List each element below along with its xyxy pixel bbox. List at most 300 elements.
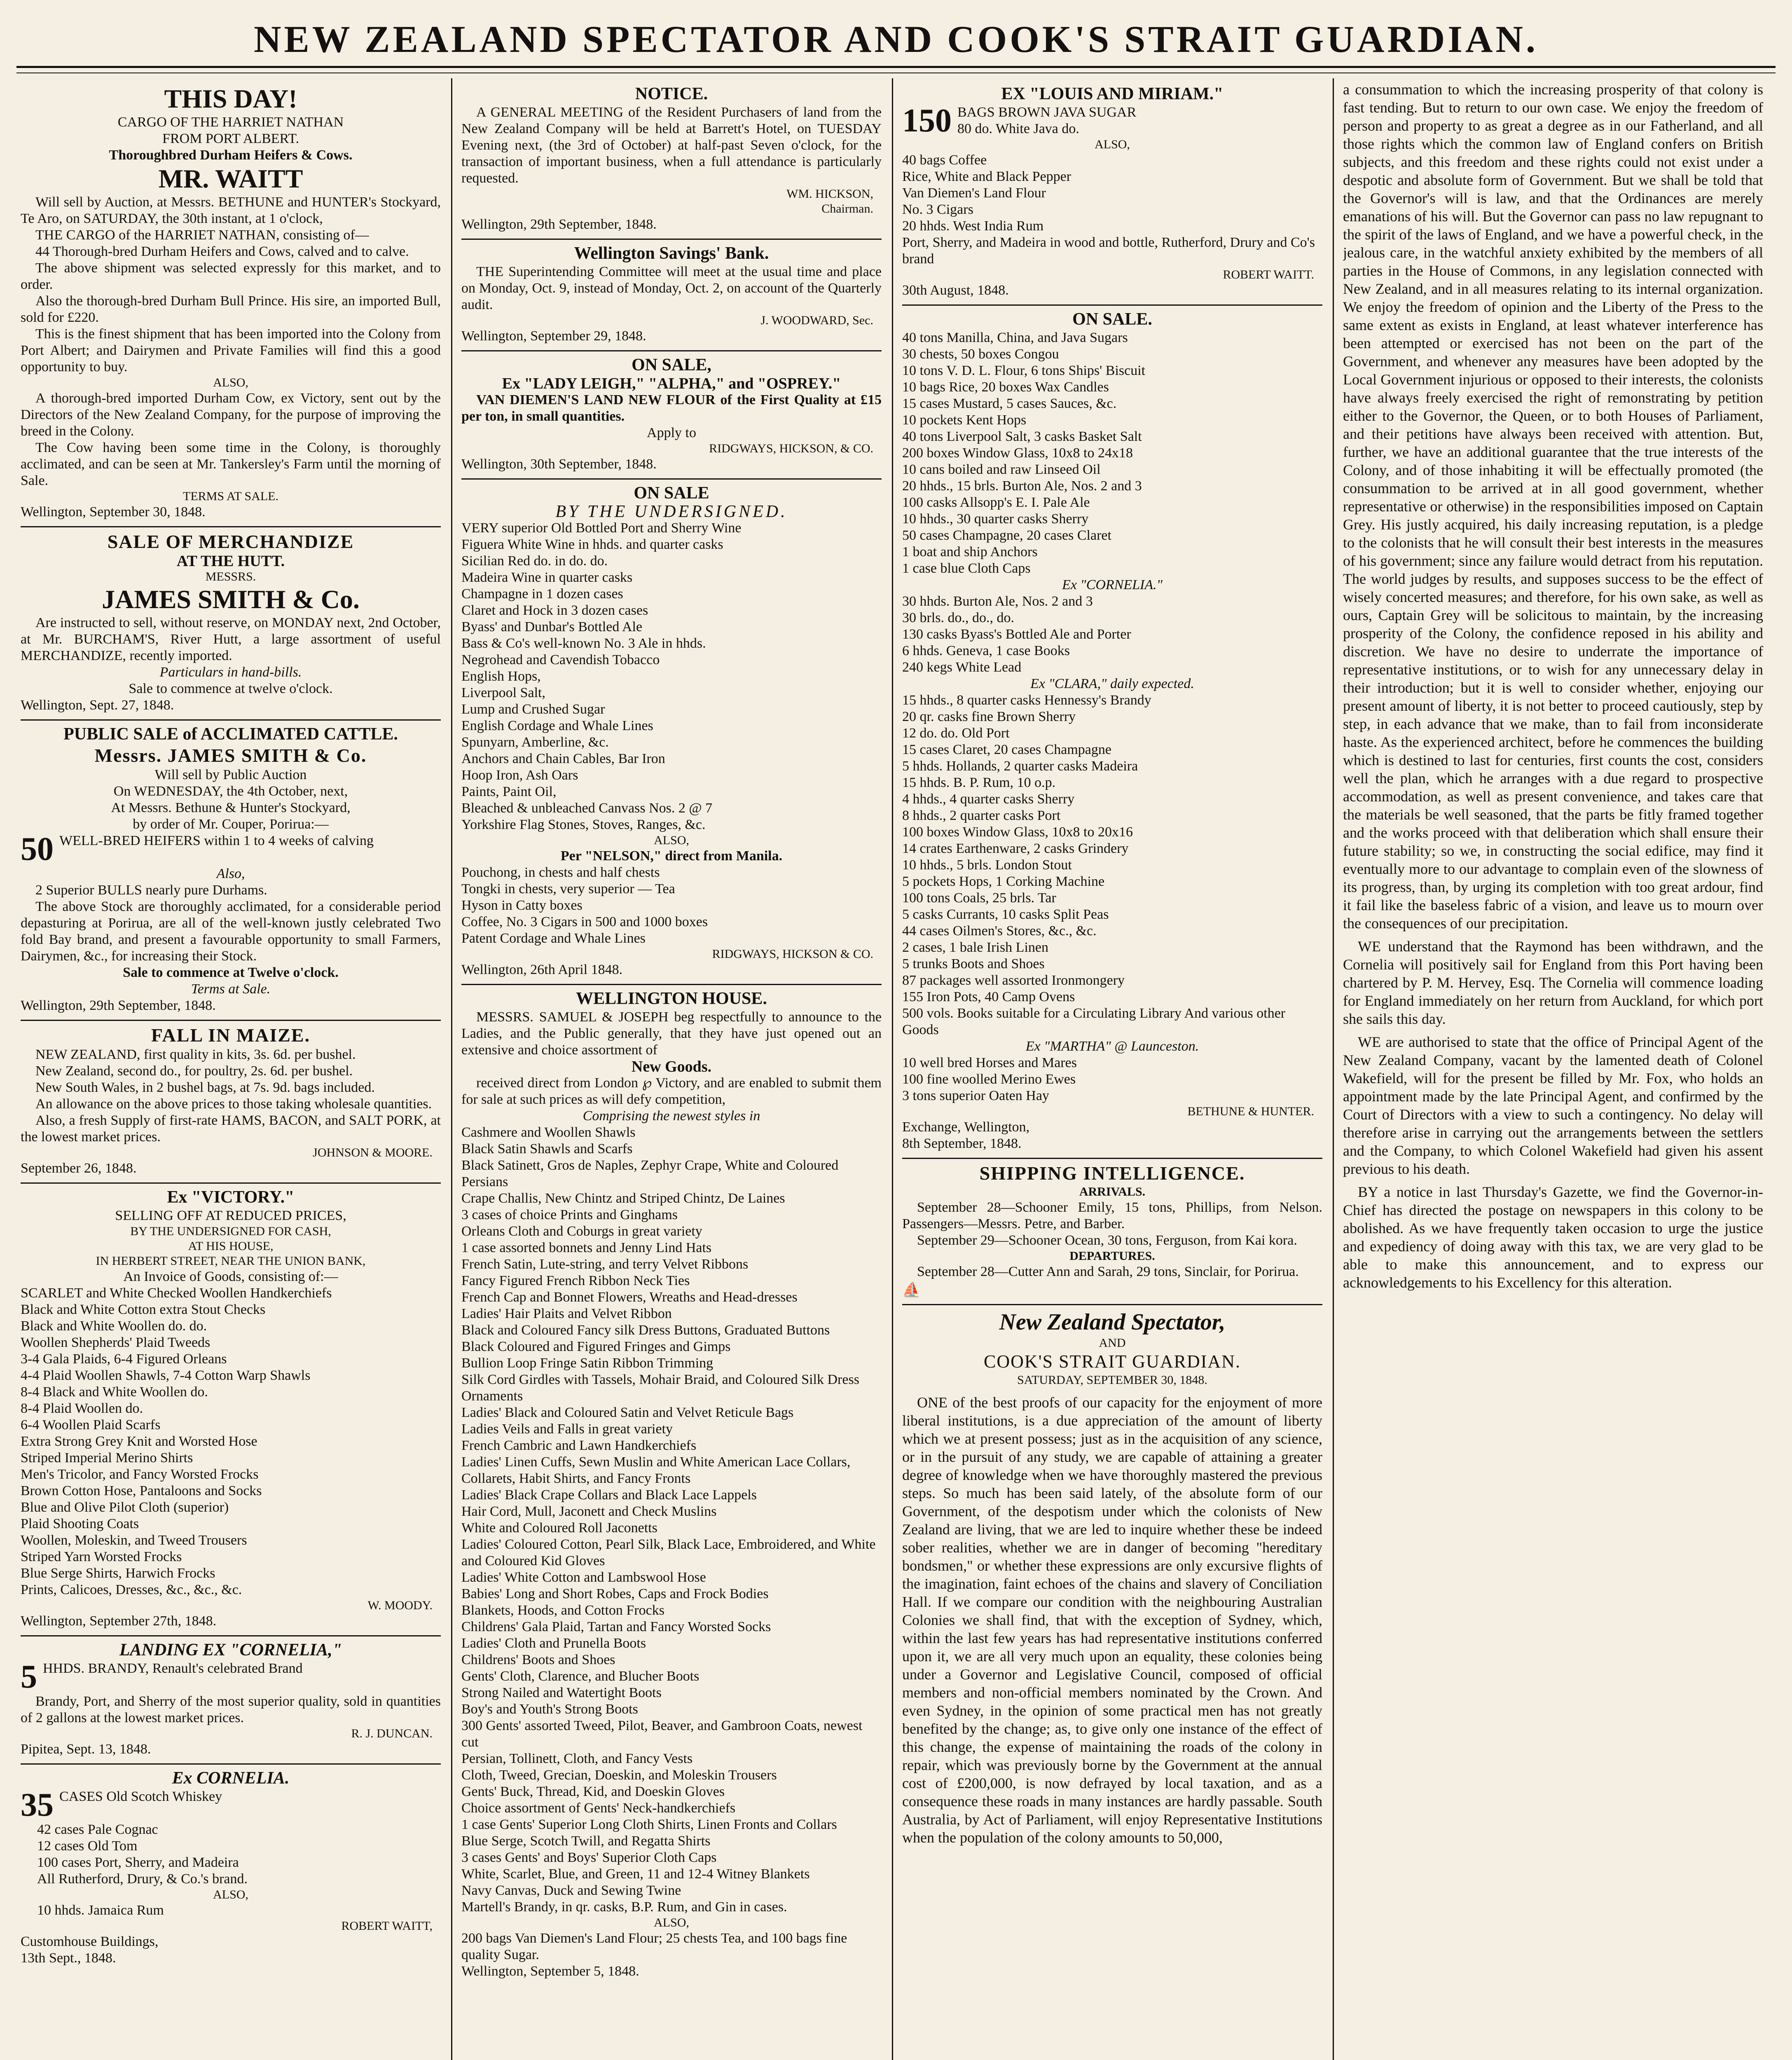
list-item: 15 cases Claret, 20 cases Champagne [902,742,1111,757]
list-item: Tongki in chests, very superior — Tea [461,881,675,897]
goods-list [461,520,882,833]
ad-line: Exchange, Wellington, [902,1119,1030,1135]
list-item: Strong Nailed and Watertight Boots [461,1685,662,1700]
ad-subtitle: New Goods. [631,1058,712,1075]
ad-line: Apply to [647,425,696,440]
auctioneer-name: Messrs. JAMES SMITH & Co. [94,745,367,766]
list-item: 40 bags Coffee [902,152,987,168]
ad-line: MESSRS. [205,570,256,583]
list-item: Black Satin Shawls and Scarfs [461,1141,633,1156]
ad-title: LANDING EX "CORNELIA," [119,1641,342,1660]
list-item: 200 boxes Window Glass, 10x8 to 24x18 [902,445,1133,461]
list-item: Ladies' Linen Cuffs, Sewn Muslin and White American Lace Collars, Collarets, Habit Shirts, and Fancy Fronts [461,1454,851,1486]
list-item: 3 tons superior Oaten Hay [902,1088,1049,1103]
list-item: Coffee, No. 3 Cigars in 500 and 1000 boxes [461,914,708,929]
ad-signature: ROBERT WAITT. [1223,268,1314,281]
ad-subtitle: Ex "CORNELIA." [1062,577,1163,592]
shipping-entry: September 29—Schooner Ocean, 30 tons, Ferguson, from Kai kora. [917,1233,1297,1248]
list-item: 87 packages well assorted Ironmongery [902,973,1125,988]
advert-on-sale [461,480,882,985]
list-item: 30 hhds. Burton Ale, Nos. 2 and 3 [902,594,1093,609]
list-item: Lump and Crushed Sugar [461,702,605,717]
advert-notice [461,80,882,240]
list-item: 8-4 Black and White Woollen do. [21,1384,208,1400]
list-item: Negrohead and Cavendish Tobacco [461,652,660,667]
news-paragraph-agent: WE are authorised to state that the office of Principal Agent of the New Zealand Company, vacant by the lamented death of Colonel Wakefield, will for the present be filled by Mr. Fox, who holds an appointment made by the late Principal Agent, and confirmed by the Court of Directors with a view to such a contingency. No delay will therefore arise in carrying out the arrangements between the settlers and the Company, to which Colonel Wakefield had given his assent previous to his death. [1343,1034,1763,1177]
list-item: Prints, Calicoes, Dresses, &c., &c., &c. [21,1582,242,1597]
goods-list [902,152,1322,267]
list-item: French Satin, Lute-string, and terry Velvet Ribbons [461,1257,749,1272]
list-item: 10 hhds., 5 brls. London Stout [902,857,1072,873]
ad-body: New South Wales, in 2 bushel bags, at 7s. 9d. bags included. [35,1080,375,1095]
ad-signature: ROBERT WAITT, [341,1919,433,1933]
list-item: Liverpool Salt, [461,685,545,700]
list-item: Rice, White and Black Pepper [902,169,1071,184]
list-item: 100 tons Coals, 25 brls. Tar [902,890,1056,906]
list-item: 14 crates Earthenware, 2 casks Grindery [902,841,1129,856]
list-item: Crape Challis, New Chintz and Striped Chintz, De Laines [461,1191,785,1206]
section-subtitle: ARRIVALS. [1079,1185,1146,1199]
column-4 [1343,80,1763,2060]
list-item: Striped Yarn Worsted Frocks [21,1549,182,1564]
list-item: Woollen, Moleskin, and Tweed Trousers [21,1533,247,1548]
ad-line: 200 bags Van Diemen's Land Flour; 25 chests Tea, and 100 bags fine quality Sugar. [461,1931,847,1962]
list-item: Bullion Loop Fringe Satin Ribbon Trimming [461,1355,714,1371]
ad-number: 150 [902,103,952,139]
list-item: VERY superior Old Bottled Port and Sherry Wine [461,520,742,536]
ad-terms: TERMS AT SALE. [183,489,278,503]
list-item: Yorkshire Flag Stones, Stoves, Ranges, &c. [461,817,706,832]
ad-also: ALSO, [213,376,248,389]
ad-line: FROM PORT ALBERT. [162,131,299,146]
ad-number: 50 [21,831,54,867]
advert-savings-bank [461,240,882,351]
paper-title: New Zealand Spectator, [999,1309,1226,1335]
masthead: NEW ZEALAND SPECTATOR AND COOK'S STRAIT GUARDIAN. [253,18,1538,60]
ad-line: CASES Old Scotch Whiskey [59,1789,222,1804]
ad-date: September 26, 1848. [21,1161,137,1176]
ad-signature: BETHUNE & HUNTER. [1187,1105,1314,1118]
list-item: 44 cases Oilmen's Stores, &c., &c. [902,923,1097,939]
ad-also: Also, [216,866,245,881]
list-item: Hyson in Catty boxes [461,898,583,913]
list-item: 3-4 Gala Plaids, 6-4 Figured Orleans [21,1351,227,1367]
news-paragraph [1343,937,1763,1028]
list-item: Black and White Woollen do. do. [21,1318,207,1334]
goods-list [902,593,1322,676]
list-item: Cloth, Tweed, Grecian, Doeskin, and Moleskin Trousers [461,1767,777,1783]
ad-line: BAGS BROWN JAVA SUGAR [957,105,1137,120]
ad-also: ALSO, [654,1916,689,1929]
list-item: 3 cases Gents' and Boys' Superior Cloth Caps [461,1850,717,1865]
list-item: French Cambric and Lawn Handkerchiefs [461,1438,697,1453]
ad-line: Comprising the newest styles in [583,1108,760,1124]
list-item: Extra Strong Grey Knit and Worsted Hose [21,1434,257,1449]
shipping-entry: September 28—Schooner Emily, 15 tons, Phillips, from Nelson. Passengers—Messrs. Petre, and Barber. [902,1200,1322,1231]
list-item: 1 boat and ship Anchors [902,544,1038,559]
list-item: Bleached & unbleached Canvass Nos. 2 @ 7 [461,801,713,816]
ad-line: Thoroughbred Durham Heifers & Cows. [109,147,353,163]
editorial [902,1305,1322,1855]
ad-date: Wellington, 30th September, 1848. [461,456,657,472]
ad-line: Per "NELSON," direct from Manila. [560,848,783,864]
advert-cornelia [21,1765,441,1972]
news-paragraph-postage: BY a notice in last Thursday's Gazette, we find the Governor-in-Chief has directed the postage on newspapers in this colony to be abolished. As we have frequently taken occasion to urge the justice and expediency of doing away with this tax, we are very glad to be able to make this announcement, and to express our acknowledgements to his Excellency for this alteration. [1343,1184,1763,1291]
ad-body: Are instructed to sell, without reserve, on MONDAY next, 2nd October, at Mr. BURCHAM'S, River Hutt, a large assortment of useful MERCHANDIZE, recently imported. [21,615,441,663]
list-item: 15 cases Mustard, 5 cases Sauces, &c. [902,396,1117,411]
section-subtitle: DEPARTURES. [1069,1249,1155,1263]
ad-title: Ex "VICTORY." [167,1188,295,1207]
list-item: Anchors and Chain Cables, Bar Iron [461,751,665,766]
ad-number: 35 [21,1787,54,1823]
list-item: 10 bags Rice, 20 boxes Wax Candles [902,379,1109,395]
list-item: 240 kegs White Lead [902,660,1022,675]
ad-body: This is the finest shipment that has been imported into the Colony from Port Albert; and Dairymen and Private Families will find this a good opportunity to buy. [21,326,441,375]
ad-body: An allowance on the above prices to those taking wholesale quantities. [35,1096,432,1112]
list-item: Blue Serge Shirts, Harwich Frocks [21,1566,215,1581]
paper-subtitle: COOK'S STRAIT GUARDIAN. [984,1351,1241,1372]
list-item: Babies' Long and Short Robes, Caps and Frock Bodies [461,1586,769,1601]
goods-list [461,864,882,947]
list-item: 5 trunks Boots and Shoes [902,956,1045,971]
ad-date: Wellington, 26th April 1848. [461,962,623,977]
list-item: Ladies' Black Crape Collars and Black Lace Lappels [461,1487,757,1503]
list-item: Ladies' Coloured Cotton, Pearl Silk, Black Lace, Embroidered, and White and Coloured Kid Gloves [461,1537,876,1568]
goods-list [902,1055,1322,1104]
ad-also: ALSO, [213,1888,248,1901]
ad-date: Wellington, September 27th, 1848. [21,1613,217,1629]
news-paragraph [1343,1183,1763,1292]
list-item: Cashmere and Woollen Shawls [461,1125,636,1140]
list-item: 20 hhds. West India Rum [902,218,1044,234]
list-item: SCARLET and White Checked Woollen Handkerchiefs [21,1285,332,1301]
ad-signature: R. J. DUNCAN. [351,1727,433,1740]
list-item: Ladies' Black and Coloured Satin and Velvet Reticule Bags [461,1405,794,1420]
list-item: Gents' Cloth, Clarence, and Blucher Boots [461,1669,699,1684]
list-item: Brown Cotton Hose, Pantaloons and Socks [21,1483,262,1498]
list-item: 1 case Gents' Superior Long Cloth Shirts, Linen Fronts and Collars [461,1817,837,1832]
list-item: Byass' and Dunbar's Bottled Ale [461,619,643,634]
list-item: 500 vols. Books suitable for a Circulating Library And various other Goods [902,1006,1286,1037]
list-item: Van Diemen's Land Flour [902,185,1046,201]
list-item: Champagne in 1 dozen cases [461,586,623,602]
goods-list [21,1285,441,1598]
list-item: 50 cases Champagne, 20 cases Claret [902,528,1111,543]
ad-date: 8th September, 1848. [902,1136,1022,1151]
ad-numbered-line [21,1660,441,1693]
ad-date: Wellington, September 29, 1848. [461,328,646,344]
news-paragraph-raymond: WE understand that the Raymond has been withdrawn, and the Cornelia will positively sail for England from this Port having been chartered by P. M. Hervey, Esq. The Cornelia will commence loading for England immediately on her return from Auckland, for which port she sails this day. [1343,938,1763,1027]
ad-line: All Rutherford, Drury, & Co.'s brand. [37,1871,248,1887]
ad-title: Ex CORNELIA. [172,1769,290,1788]
list-item: 10 hhds., 30 quarter casks Sherry [902,511,1089,527]
list-item: 5 casks Currants, 10 casks Split Peas [902,907,1109,922]
list-item: 4-4 Plaid Woollen Shawls, 7-4 Cotton Warp Shawls [21,1368,311,1383]
list-item: 20 qr. casks fine Brown Sherry [902,709,1076,724]
ad-subtitle: Ex "LADY LEIGH," "ALPHA," and "OSPREY." [502,375,841,392]
ad-line: On WEDNESDAY, the 4th October, next, [113,784,348,799]
list-item: 30 brls. do., do., do. [902,610,1014,625]
ad-title: EX "LOUIS AND MIRIAM." [1001,84,1224,103]
list-item: Plaid Shooting Coats [21,1516,139,1531]
list-item: Ladies' Cloth and Prunella Boots [461,1636,646,1651]
ad-line: IN HERBERT STREET, NEAR THE UNION BANK, [96,1254,366,1268]
ad-line: Customhouse Buildings, [21,1934,159,1949]
list-item: Madeira Wine in quarter casks [461,570,633,585]
advert-brandy [21,1636,441,1765]
shipping-entry: September 28—Cutter Ann and Sarah, 29 tons, Sinclair, for Porirua. [917,1264,1299,1279]
ad-line: WELL-BRED HEIFERS within 1 to 4 weeks of calving [59,833,374,848]
editorial-continued [1343,80,1763,932]
list-item: 4 hhds., 4 quarter casks Sherry [902,791,1075,807]
ad-line: 42 cases Pale Cognac [37,1822,158,1837]
ad-signature: J. WOODWARD, Sec. [760,314,873,327]
column-divider [892,78,893,2060]
column-divider [451,78,452,2060]
list-item: Martell's Brandy, in qr. casks, B.P. Rum, and Gin in cases. [461,1899,787,1915]
ad-date: 13th Sept., 1848. [21,1950,116,1966]
ad-subtitle: Ex "MARTHA" @ Launceston. [1025,1039,1199,1054]
ad-date: Wellington, 29th September, 1848. [461,217,657,232]
list-item: Black and White Cotton extra Stout Checks [21,1302,266,1317]
column-3 [902,80,1322,2060]
news-paragraph [1343,1033,1763,1178]
ad-signature: WM. HICKSON, [786,187,873,201]
list-item: 15 hhds., 8 quarter casks Hennessy's Brandy [902,693,1151,708]
ad-line: Will sell by Public Auction [154,767,307,782]
ship-ornament-icon: ⛵ [902,1282,921,1298]
list-item: Bass & Co's well-known No. 3 Ale in hhds. [461,636,706,651]
ad-line: Sale to commence at Twelve o'clock. [123,965,339,980]
list-item: Childrens' Boots and Shoes [461,1652,615,1667]
list-item: 10 pockets Kent Hops [902,412,1027,428]
list-item: Hoop Iron, Ash Oars [461,768,578,783]
list-item: Black Coloured and Figured Fringes and Gimps [461,1339,731,1354]
masthead-rule [16,66,1776,68]
ad-body: A GENERAL MEETING of the Resident Purchasers of land from the New Zealand Company will be held at Barrett's Hotel, on TUESDAY Evening next, (the 3rd of October) at half-past Seven o'clock, for the transaction of important business, when a full attendance is particularly requested. [461,105,882,186]
list-item: 5 hhds. Hollands, 2 quarter casks Madeira [902,758,1138,774]
list-item: 155 Iron Pots, 40 Camp Ovens [902,989,1075,1004]
ad-note: Particulars in hand-bills. [159,665,302,680]
ad-date: Wellington, Sept. 27, 1848. [21,698,174,713]
ad-also: ALSO, [654,833,689,847]
editorial-paragraph: ONE of the best proofs of our capacity for the enjoyment of more liberal institutions, is a due appreciation of the amount of liberty which we at present possess; just as in the acquisition of any science, or in the pursuit of any study, we are capable of attaining a greater degree of knowledge when we have thoroughly mastered the previous steps. So much has been said lately, of the absolute form of our Government, of the despotism under which the colonists of New Zealand are living, that we are led to inquire whether these be indeed sober realities, whether we are in danger of becoming "hereditary bondsmen," or whether these expressions are only excursive flights of the imagination, faint echoes of the chains and slavery of Conciliation Hall. If we compare our condition with the neighbouring Australian Colonies we shall find, that with the exception of Sydney, which, within the last few years has had representative institutions conferred upon it, we are all very much upon an equality, these colonies being under a Governor and Legislative Council, composed of official members and non-official members nominated by the Crown. And even Sydney, in the opinion of some practical men has not greatly benefited by the change; as, to give only one instance of the effect of this change, the expense of maintaining the roads of the colony in repair, which was previously borne by the Government at the annual cost of £200,000, is now defrayed by local taxation, and as a consequence these roads in many instances are hardly passable. South Australia, by Act of Parliament, will enjoy Representative Institutions when the population of the colony amounts to 50,000, [902,1394,1322,1846]
editorial-body [902,1393,1322,1847]
ad-line: 12 cases Old Tom [37,1838,138,1854]
list-item: Ladies' White Cotton and Lambswool Hose [461,1570,706,1585]
ad-title: SALE OF MERCHANDIZE [107,531,354,552]
ad-signature: RIDGWAYS, HICKSON & CO. [712,947,873,961]
goods-list [902,692,1322,1038]
ad-body: THE CARGO of the HARRIET NATHAN, consisting of— [35,227,369,243]
list-item: Choice assortment of Gents' Neck-handkerchiefs [461,1800,736,1816]
list-item: Gents' Buck, Thread, Kid, and Doeskin Gloves [461,1784,725,1799]
ad-line: At Messrs. Bethune & Hunter's Stockyard, [111,800,351,815]
list-item: Orleans Cloth and Coburgs in great variety [461,1224,702,1239]
ad-signature: Chairman. [821,202,873,215]
ad-line: An Invoice of Goods, consisting of:— [123,1269,338,1284]
ad-body: Will sell by Auction, at Messrs. BETHUNE and HUNTER's Stockyard, Te Aro, on SATURDAY, the 30th instant, at 1 o'clock, [21,194,441,226]
advert-this-day [21,80,441,527]
list-item: 300 Gents' assorted Tweed, Pilot, Beaver, and Gambroon Coats, newest cut [461,1718,863,1750]
list-item: Sicilian Red do. in do. do. [461,553,608,569]
section-title: SHIPPING INTELLIGENCE. [979,1163,1245,1184]
list-item: French Cap and Bonnet Flowers, Wreaths and Head-dresses [461,1290,798,1305]
list-item: 20 hhds., 15 brls. Burton Ale, Nos. 2 and 3 [902,478,1142,494]
ad-signature: W. MOODY. [367,1599,433,1612]
list-item: English Cordage and Whale Lines [461,718,653,733]
ad-subtitle: BY THE UNDERSIGNED. [555,502,788,521]
ad-body: 44 Thorough-bred Durham Heifers and Cows, calved and to calve. [35,244,409,259]
ad-line: CARGO OF THE HARRIET NATHAN [117,115,344,130]
ad-body: VAN DIEMEN'S LAND NEW FLOUR of the First Quality at £15 per ton, in small quantities. [461,392,882,424]
ad-line: 100 cases Port, Sherry, and Madeira [37,1855,239,1870]
list-item: Hair Cord, Mull, Jaconett and Check Muslins [461,1504,717,1519]
ad-title: THIS DAY! [164,84,297,113]
ad-body: 2 Superior BULLS nearly pure Durhams. [35,883,267,898]
ad-title: FALL IN MAIZE. [151,1025,311,1046]
ad-title: ON SALE. [1072,310,1152,329]
ad-title: Wellington Savings' Bank. [574,244,769,263]
list-item: Pouchong, in chests and half chests [461,865,660,880]
list-item: 6 hhds. Geneva, 1 case Books [902,643,1070,658]
ad-body: NEW ZEALAND, first quality in kits, 3s. 6d. per bushel. [35,1047,356,1062]
list-item: White, Scarlet, Blue, and Green, 11 and 12-4 Witney Blankets [461,1866,810,1882]
list-item: Blankets, Hoods, and Cotton Frocks [461,1603,664,1618]
ad-signature: RIDGWAYS, HICKSON, & CO. [709,442,873,455]
list-item: 40 tons Liverpool Salt, 3 casks Basket Salt [902,429,1142,444]
list-item: Port, Sherry, and Madeira in wood and bottle, Rutherford, Drury and Co's brand [902,235,1315,267]
ad-line: HHDS. BRANDY, Renault's celebrated Brand [43,1661,303,1676]
auctioneer-name: MR. WAITT [158,164,303,193]
list-item: White and Coloured Roll Jaconetts [461,1520,657,1536]
advert-victory [21,1184,441,1636]
advert-cattle [21,721,441,1021]
ad-title: PUBLIC SALE of ACCLIMATED CATTLE. [63,725,398,744]
list-item: Black Satinett, Gros de Naples, Zephyr Crape, White and Coloured Persians [461,1158,839,1189]
advert-bethune-hunter [902,306,1322,1159]
ad-title: ON SALE [634,484,709,503]
editorial-paragraph: a consummation to which the increasing prosperity of that colony is fast tending. But to return to our own case. We enjoy the freedom of person and property to as great a degree as in our Fatherland, and all those rights which the common law of England confers on British subjects, and this freedom and these rights could not exist under a despotic and absolute form of Government. But we shall be told that the Governor's will is law, and that the Ordinances are merely emanations of his will. But the Governor can pass no law repugnant to the spirit of the laws of England, and we have a powerful check, in the jealous care, in the watchful anxiety exhibited by the members of all parties in the House of Commons, in any legislation connected with New Zealand, and in all measures relating to its internal organization. We enjoy the freedom of opinion and the Liberty of the Press to the same extent as exists in England, at least whatever interference has been attempted or exercised has not been on the part of the Government, and whenever any measures have been adopted by the Local Government injurious or opposed to their interests, the colonists have always freely exercised the right of remonstrating by petition either to the Governor, the Queen, or to both Houses of Parliament, and their petitions have always been received with attention. But, further, we have an additional guarantee that the true interests of the Colony, and of those inhabiting it will be effectually promoted (the consummation to be arrived at in all good government, whether representative or otherwise) in the responsibilities imposed on Captain Grey. His justly acquired, his daily increasing reputation, is a pledge to the colonists that he will consult their best interests in the measures of his government; since any failure would detract from his reputation. The world judges by results, and supposes success to be the effect of wisely concerted measures; and therefore, for his own sake, as well as ours, Captain Grey will be solicitous to maintain, by the increasing prosperity of the Colony, the confidence reposed in his ability and discretion. We have no desire to underrate the importance of representative institutions, or to wish for any unnecessary delay in their introduction; but it is well to consider whether, enjoying our present amount of liberty, it is not better to proceed cautiously, step by step, in each advance that we make, than to fail from inconsiderate haste. As the experienced architect, before he commences the building which is destined to last for centuries, first counts the cost, considers well the plan, which he arranges with a due regard to prospective accommodation, as well as present convenience, and takes care that the materials be well seasoned, that the parts be fitly framed together and the works proceed with that deliberation which shall ensure their future stability; so we, in constructing the social edifice, may find it eventually more to our advantage to complain even of the slowness of its progress, than, by urging its completion with too great ardour, find it fail like the baseless fabric of a vision, and leave us to mourn over the consequences of our precipitation. [1343,81,1763,932]
ad-body: Brandy, Port, and Sherry of the most superior quality, sold in quantities of 2 gallons at the lowest market prices. [21,1694,441,1725]
list-item: Ladies' Hair Plaits and Velvet Ribbon [461,1306,672,1321]
goods-list [461,1124,882,1915]
ad-line: AT HIS HOUSE, [188,1239,274,1253]
list-item: 15 hhds. B. P. Rum, 10 o.p. [902,775,1056,790]
advert-louis-miriam [902,80,1322,306]
list-item: Spunyarn, Amberline, &c. [461,735,609,750]
list-item: Blue Serge, Scotch Twill, and Regatta Shirts [461,1833,711,1849]
list-item: Childrens' Gala Plaid, Tartan and Fancy Worsted Socks [461,1619,771,1634]
list-item: Persian, Tollinett, Cloth, and Fancy Vests [461,1751,693,1766]
ad-subtitle: Ex "CLARA," daily expected. [1030,676,1194,691]
list-item: 1 case blue Cloth Caps [902,561,1031,576]
ad-date: Pipitea, Sept. 13, 1848. [21,1742,151,1757]
list-item: Black and Coloured Fancy silk Dress Buttons, Graduated Buttons [461,1323,830,1338]
ad-body: MESSRS. SAMUEL & JOSEPH beg respectfully to announce to the Ladies, and the Public generally, that they have just opened out an extensive and choice assortment of [461,1009,882,1058]
ad-line: SELLING OFF AT REDUCED PRICES, [115,1208,346,1223]
list-item: Boy's and Youth's Strong Boots [461,1702,638,1717]
paper-title-and: AND [1099,1336,1126,1350]
ad-subtitle: AT THE HUTT. [176,552,285,570]
paper-date: SATURDAY, SEPTEMBER 30, 1848. [1017,1373,1207,1387]
list-item: Paints, Paint Oil, [461,784,557,799]
ad-also: ALSO, [1095,138,1130,151]
list-item: Fancy Figured French Ribbon Neck Ties [461,1273,690,1288]
list-item: 10 tons V. D. L. Flour, 6 tons Ships' Biscuit [902,363,1146,378]
ad-terms: Terms at Sale. [191,981,271,997]
list-item: 8 hhds., 2 quarter casks Port [902,808,1061,823]
column-divider [1333,78,1334,2060]
list-item: Striped Imperial Merino Shirts [21,1450,193,1465]
ad-numbered-line [21,833,441,866]
ad-date: 30th August, 1848. [902,283,1009,298]
column-1 [21,80,441,2060]
list-item: 30 chests, 50 boxes Congou [902,346,1059,362]
ad-title: WELLINGTON HOUSE. [576,989,767,1008]
ad-body: Also the thorough-bred Durham Bull Prince. His sire, an imported Bull, sold for £220. [21,293,441,325]
advert-merchandize [21,527,441,721]
shipping-intelligence [902,1159,1322,1305]
list-item: No. 3 Cigars [902,202,973,217]
ad-line: Sale to commence at twelve o'clock. [129,681,333,696]
list-item: 100 fine woolled Merino Ewes [902,1072,1076,1087]
ad-body: The above shipment was selected expressly for this market, and to order. [21,260,441,292]
ad-date: Wellington, September 5, 1848. [461,1964,639,1979]
list-item: 40 tons Manilla, China, and Java Sugars [902,330,1128,345]
list-item: 3 cases of choice Prints and Ginghams [461,1207,678,1222]
list-item: Claret and Hock in 3 dozen cases [461,603,648,618]
ad-date: Wellington, 29th September, 1848. [21,998,216,1013]
list-item: 5 pockets Hops, 1 Corking Machine [902,874,1105,889]
ad-signature: JOHNSON & MOORE. [313,1146,433,1159]
ad-body: A thorough-bred imported Durham Cow, ex Victory, sent out by the Directors of the New Zealand Company, for the purpose of improving the breed in the Colony. [21,391,441,439]
list-item: 10 cans boiled and raw Linseed Oil [902,462,1101,477]
ad-title: ON SALE, [632,356,711,375]
column-2 [461,80,882,2060]
list-item: Blue and Olive Pilot Cloth (superior) [21,1500,229,1515]
ad-body: received direct from London ℘ Victory, and are enabled to submit them for sale at such prices as will defy competition, [461,1075,882,1107]
list-item: 12 do. do. Old Port [902,726,1010,741]
list-item: Silk Cord Girdles with Tassels, Mohair Braid, and Coloured Silk Dress Ornaments [461,1372,859,1404]
ad-body: THE Superintending Committee will meet at the usual time and place on Monday, Oct. 9, instead of Monday, Oct. 2, on account of the Quarterly audit. [461,264,882,312]
ad-title: NOTICE. [635,84,708,103]
advert-wellington-house [461,985,882,1985]
ad-body: Also, a fresh Supply of first-rate HAMS, BACON, and SALT PORK, at the lowest market prices. [21,1113,441,1145]
ad-numbered-line [902,104,1322,137]
list-item: Navy Canvas, Duck and Sewing Twine [461,1883,681,1898]
ad-line: 80 do. White Java do. [957,121,1079,136]
ad-numbered-line [21,1788,441,1821]
list-item: 8-4 Plaid Woollen do. [21,1401,143,1416]
list-item: Patent Cordage and Whale Lines [461,931,646,946]
ad-line: BY THE UNDERSIGNED FOR CASH, [130,1224,331,1238]
list-item: 100 casks Allsopp's E. I. Pale Ale [902,495,1090,510]
ad-line: 10 hhds. Jamaica Rum [37,1903,164,1918]
ad-body: New Zealand, second do., for poultry, 2s. 6d. per bushel. [35,1063,353,1079]
list-item: Woollen Shepherds' Plaid Tweeds [21,1335,211,1350]
advert-maize [21,1021,441,1184]
list-item: 6-4 Woollen Plaid Scarfs [21,1417,161,1433]
list-item: 2 cases, 1 bale Irish Linen [902,940,1048,955]
ad-number: 5 [21,1659,37,1695]
list-item: 100 boxes Window Glass, 10x8 to 20x16 [902,824,1133,840]
list-item: 1 case assorted bonnets and Jenny Lind Hats [461,1240,712,1255]
ad-body: The above Stock are thoroughly acclimated, for a considerable period depasturing at Porirua, are all of the well-known justly celebrated Two fold Bay brand, and present a favourable opportunity to small Farmers, Dairymen, &c., for increasing their Stock. [21,899,441,964]
list-item: Figuera White Wine in hhds. and quarter casks [461,537,723,552]
auctioneer-name: JAMES SMITH & Co. [102,585,360,614]
advert-flour [461,351,882,480]
